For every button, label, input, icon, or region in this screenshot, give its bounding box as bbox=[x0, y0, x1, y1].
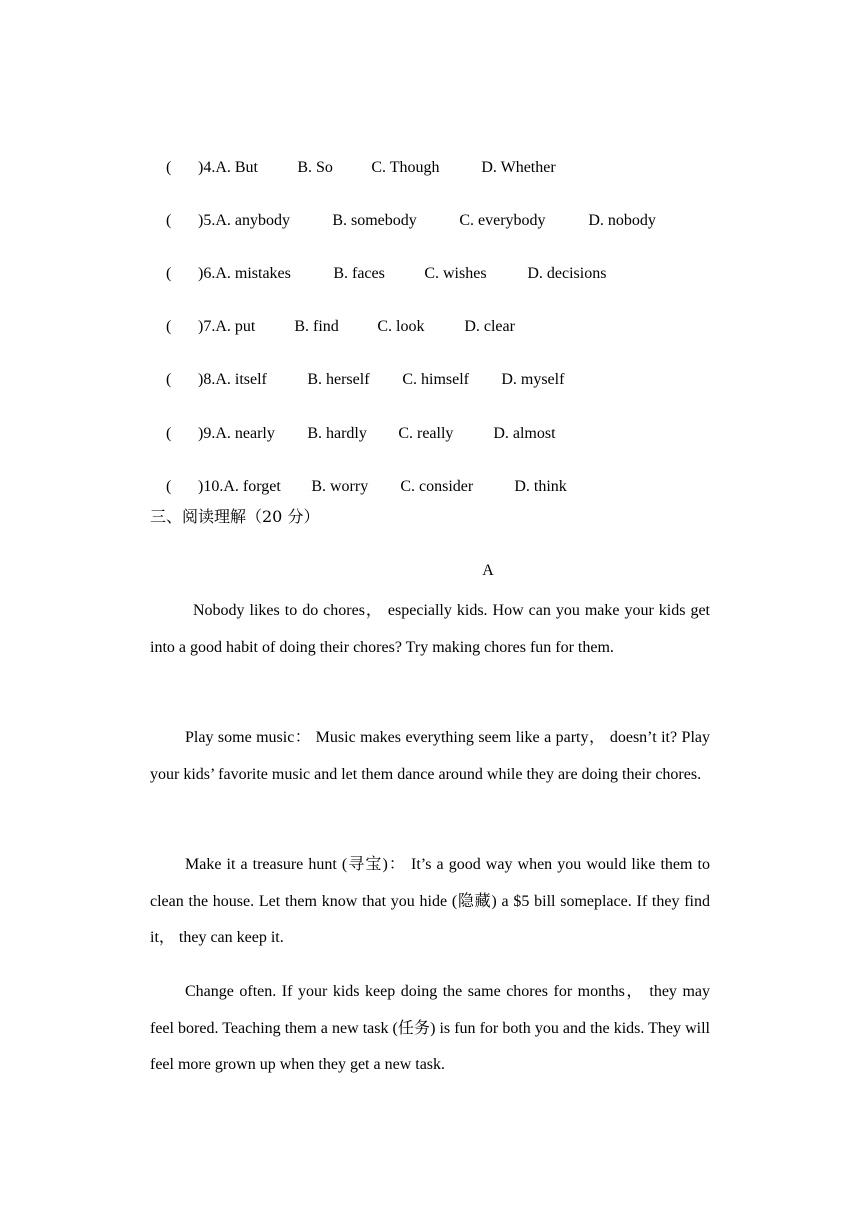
question-number: )9. bbox=[198, 425, 216, 442]
option-d: D. decisions bbox=[527, 265, 607, 282]
question-7 bbox=[150, 291, 515, 335]
option-d: D. nobody bbox=[588, 212, 656, 229]
option-d: D. think bbox=[514, 478, 567, 495]
answer-blank: ( bbox=[166, 425, 172, 442]
question-5 bbox=[150, 185, 656, 229]
answer-blank: ( bbox=[166, 265, 172, 282]
option-b: B. So bbox=[297, 159, 333, 176]
option-a: A. anybody bbox=[215, 212, 290, 229]
option-c: C. look bbox=[377, 318, 425, 335]
answer-blank: ( bbox=[166, 478, 172, 495]
option-a: A. put bbox=[215, 318, 256, 335]
option-c: C. really bbox=[398, 425, 454, 442]
question-8 bbox=[150, 344, 565, 388]
question-10 bbox=[150, 451, 567, 495]
option-a: A. mistakes bbox=[215, 265, 291, 282]
option-b: B. find bbox=[294, 318, 339, 335]
question-4 bbox=[150, 132, 556, 176]
option-d: D. myself bbox=[501, 371, 565, 388]
option-d: D. almost bbox=[493, 425, 556, 442]
question-number: )4. bbox=[198, 159, 216, 176]
option-b: B. somebody bbox=[332, 212, 417, 229]
question-6 bbox=[150, 238, 607, 282]
passage-paragraph-4: Change often. If your kids keep doing the same chores for months， they may feel bored. Teaching them a new task (任务) is fun for both you and the kids. They will feel more grown up when they get a new task. bbox=[150, 983, 710, 1074]
question-number: )10. bbox=[198, 478, 224, 495]
section-heading: 三、阅读理解（20 分） bbox=[150, 507, 320, 526]
option-b: B. hardly bbox=[307, 425, 367, 442]
option-d: D. clear bbox=[464, 318, 515, 335]
option-a: A. itself bbox=[215, 371, 267, 388]
option-c: C. wishes bbox=[424, 265, 487, 282]
option-c: C. Though bbox=[371, 159, 440, 176]
question-number: )7. bbox=[198, 318, 216, 335]
option-b: B. faces bbox=[333, 265, 385, 282]
question-number: )5. bbox=[198, 212, 216, 229]
option-a: A. nearly bbox=[215, 425, 275, 442]
option-c: C. himself bbox=[402, 371, 469, 388]
question-9 bbox=[150, 398, 556, 442]
question-number: )8. bbox=[198, 371, 216, 388]
passage-paragraph-2: Play some music： Music makes everything seem like a party， doesn’t it? Play your kids’ favorite music and let them dance around while they are doing their chores. bbox=[150, 729, 710, 783]
option-d: D. Whether bbox=[481, 159, 556, 176]
passage-paragraph-1: Nobody likes to do chores， especially kids. How can you make your kids get into a good habit of doing their chores? Try making chores fun for them. bbox=[150, 602, 710, 656]
passage-paragraph-3: Make it a treasure hunt (寻宝)： It’s a good way when you would like them to clean the house. Let them know that you hide (隐藏) a $5 bill someplace. If they find it， they can keep it. bbox=[150, 856, 710, 947]
answer-blank: ( bbox=[166, 159, 172, 176]
question-number: )6. bbox=[198, 265, 216, 282]
option-c: C. everybody bbox=[459, 212, 546, 229]
option-a: A. forget bbox=[223, 478, 281, 495]
option-b: B. herself bbox=[307, 371, 370, 388]
option-a: A. But bbox=[215, 159, 258, 176]
option-c: C. consider bbox=[400, 478, 474, 495]
answer-blank: ( bbox=[166, 318, 172, 335]
option-b: B. worry bbox=[311, 478, 369, 495]
answer-blank: ( bbox=[166, 212, 172, 229]
passage-title: A bbox=[482, 562, 494, 579]
answer-blank: ( bbox=[166, 371, 172, 388]
